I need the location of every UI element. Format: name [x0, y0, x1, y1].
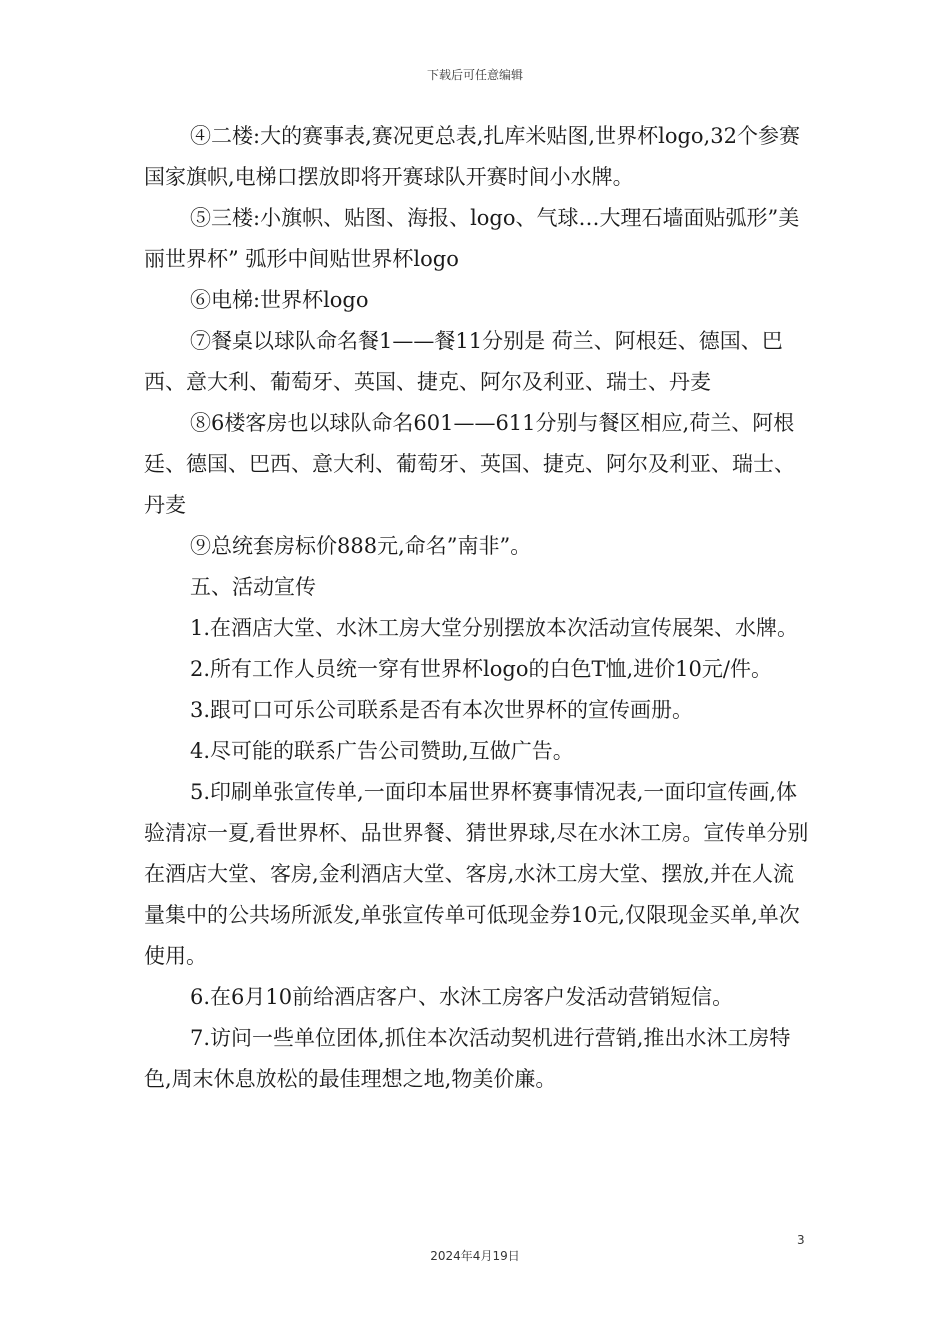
document-body	[144, 116, 814, 1100]
paragraph-promo-5: 5.印刷单张宣传单,一面印本届世界杯赛事情况表,一面印宣传画,体验清凉一夏,看世界杯、品世界餐、猜世界球,尽在水沐工房。宣传单分别在酒店大堂、客房,金利酒店大堂、客房,水沐工房大堂、摆放,并在人流量集中的公共场所派发,单张宣传单可低现金券10元,仅限现金买单,单次使用。	[144, 780, 809, 968]
paragraph-item-7: ⑦餐桌以球队命名餐1——餐11分别是 荷兰、阿根廷、德国、巴西、意大利、葡萄牙、英国、捷克、阿尔及利亚、瑞士、丹麦	[144, 329, 783, 394]
paragraph-promo-4: 4.尽可能的联系广告公司赞助,互做广告。	[190, 739, 574, 763]
paragraph-promo-7: 7.访问一些单位团体,抓住本次活动契机进行营销,推出水沐工房特色,周末休息放松的最佳理想之地,物美价廉。	[144, 1026, 791, 1091]
page-number: 3	[797, 1233, 805, 1247]
paragraph-item-5: ⑤三楼:小旗帜、贴图、海报、logo、气球…大理石墙面贴弧形”美丽世界杯” 弧形中间贴世界杯logo	[144, 206, 800, 271]
paragraph-item-4: ④二楼:大的赛事表,赛况更总表,扎库米贴图,世界杯logo,32个参赛国家旗帜,电梯口摆放即将开赛球队开赛时间小水牌。	[144, 124, 800, 189]
paragraph-promo-6: 6.在6月10前给酒店客户、水沐工房客户发活动营销短信。	[190, 985, 734, 1009]
paragraph-item-9: ⑨总统套房标价888元,命名”南非”。	[190, 534, 532, 558]
page-header: 下载后可任意编辑	[426, 68, 523, 82]
paragraph-item-8: ⑧6楼客房也以球队命名601——611分别与餐区相应,荷兰、阿根廷、德国、巴西、意大利、葡萄牙、英国、捷克、阿尔及利亚、瑞士、丹麦	[144, 411, 795, 517]
paragraph-promo-1: 1.在酒店大堂、水沐工房大堂分别摆放本次活动宣传展架、水牌。	[190, 616, 799, 640]
paragraph-promo-3: 3.跟可口可乐公司联系是否有本次世界杯的宣传画册。	[190, 698, 694, 722]
paragraph-promo-2: 2.所有工作人员统一穿有世界杯logo的白色T恤,进价10元/件。	[190, 657, 772, 681]
paragraph-item-6: ⑥电梯:世界杯logo	[190, 288, 369, 312]
section-heading: 五、活动宣传	[190, 575, 316, 599]
page-footer-date: 2024年4月19日	[430, 1249, 520, 1263]
